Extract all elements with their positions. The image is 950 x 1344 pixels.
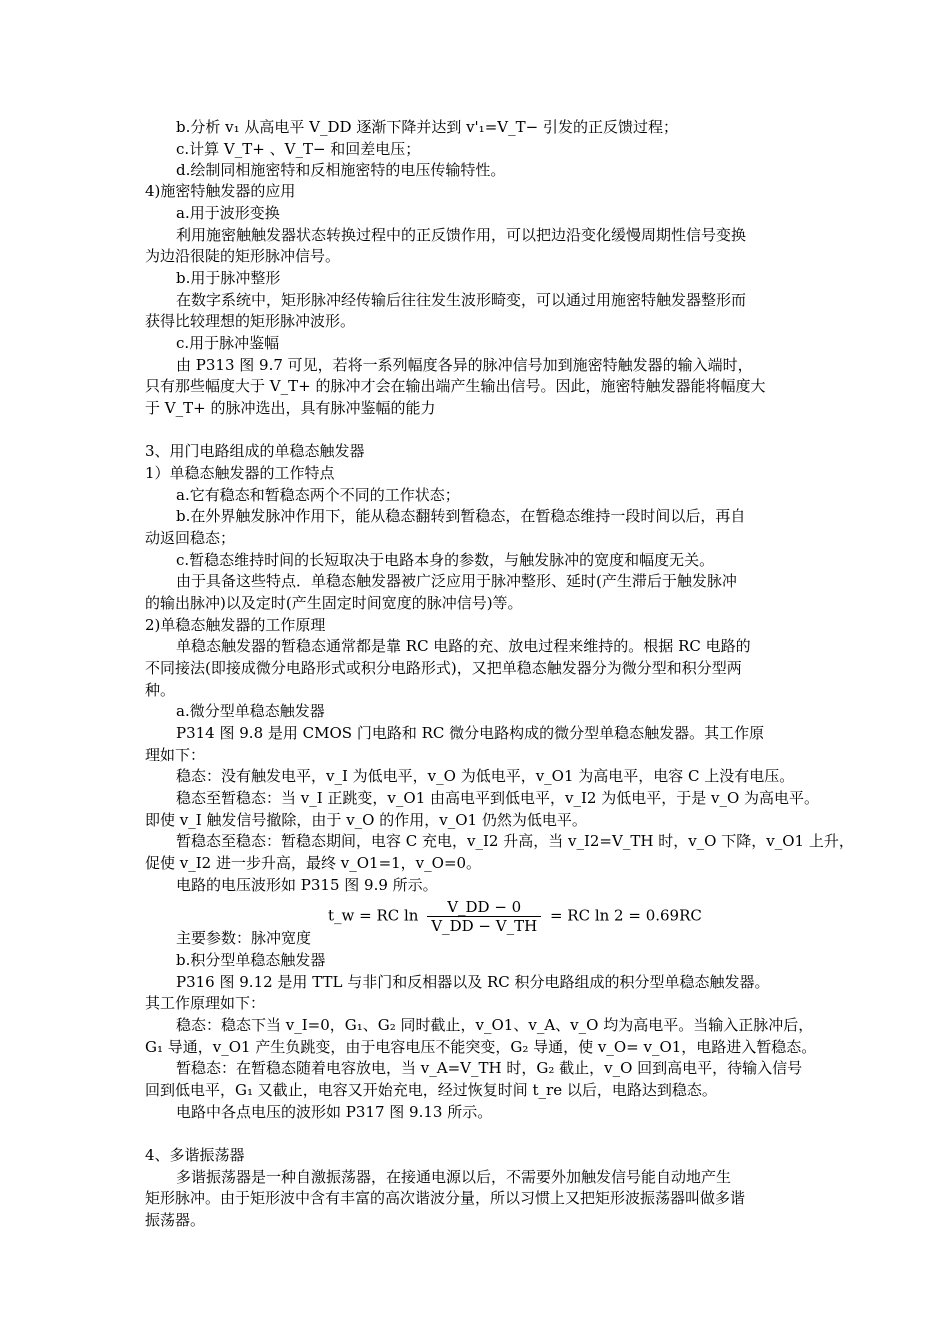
text-line: P314 图 9.8 是用 CMOS 门电路和 RC 微分电路构成的微分型单稳态触发器。其工作原	[176, 724, 765, 742]
text-line: 稳态至暂稳态：当 v_I 正跳变，v_O1 由高电平到低电平，v_I2 为低电平，于是 v_O 为高电平。	[176, 789, 820, 807]
text-line: 电路中各点电压的波形如 P317 图 9.13 所示。	[176, 1103, 493, 1121]
text-line: 在数字系统中，矩形脉冲经传输后往往发生波形畸变，可以通过用施密特触发器整形而	[176, 291, 747, 309]
formula-fraction	[427, 898, 541, 935]
text-line: d.绘制同相施密特和反相施密特的电压传输特性。	[176, 161, 506, 179]
text-line: 利用施密触触发器状态转换过程中的正反馈作用，可以把边沿变化缓慢周期性信号变换	[176, 226, 747, 244]
text-line: b.分析 v₁ 从高电平 V_DD 逐渐下降并达到 v'₁=V_T− 引发的正反馈过程；	[176, 118, 678, 136]
text-line: 矩形脉冲。由于矩形波中含有丰富的高次谐波分量，所以习惯上又把矩形波振荡器叫做多谐	[145, 1189, 746, 1207]
text-line: 即使 v_I 触发信号撤除，由于 v_O 的作用，v_O1 仍然为低电平。	[145, 811, 587, 829]
text-line: 促使 v_I2 进一步升高，最终 v_O1=1，v_O=0。	[145, 854, 482, 872]
text-line: 于 V_T+ 的脉冲选出，具有脉冲鉴幅的能力	[145, 399, 436, 417]
section-heading: 4)施密特触发器的应用	[145, 182, 296, 200]
text-line: a.微分型单稳态触发器	[176, 702, 325, 720]
section-heading: 4、多谐振荡器	[145, 1146, 245, 1164]
text-line: 稳态：没有触发电平，v_I 为低电平，v_O 为低电平，v_O1 为高电平，电容 C 上没有电压。	[176, 767, 795, 785]
section-heading: 1）单稳态触发器的工作特点	[145, 464, 335, 482]
text-line: 不同接法(即接成微分电路形式或积分电路形式)，又把单稳态触发器分为微分型和积分型两	[145, 659, 742, 677]
text-line: 其工作原理如下：	[145, 994, 266, 1012]
text-line: 暂稳态：在暂稳态随着电容放电，当 v_A=V_TH 时，G₂ 截止，v_O 回到高电平，待输入信号	[176, 1059, 803, 1077]
text-line: 由于具备这些特点．单稳态触发器被广泛应用于脉冲整形、延时(产生滞后于触发脉冲	[176, 572, 737, 590]
text-line: 获得比较理想的矩形脉冲波形。	[145, 312, 356, 330]
text-line: 振荡器。	[145, 1211, 206, 1229]
text-line: 稳态：稳态下当 v_I=0，G₁、G₂ 同时截止，v_O1、v_A、v_O 均为高电平。当输入正脉冲后，	[176, 1016, 814, 1034]
text-line: 种。	[145, 681, 176, 699]
text-line: 只有那些幅度大于 V_T+ 的脉冲才会在输出端产生输出信号。因此，施密特触发器能将幅度大	[145, 377, 766, 395]
text-line: 多谐振荡器是一种自激振荡器，在接通电源以后，不需要外加触发信号能自动地产生	[176, 1168, 732, 1186]
formula-lhs: t_w = RC ln	[328, 906, 419, 925]
section-heading: 2)单稳态触发器的工作原理	[145, 616, 326, 634]
formula-numerator: V_DD − 0	[427, 898, 541, 917]
text-line: c.暂稳态维持时间的长短取决于电路本身的参数，与触发脉冲的宽度和幅度无关。	[176, 551, 715, 569]
text-line: c.计算 V_T+ 、V_T− 和回差电压；	[176, 140, 421, 158]
pulse-width-formula	[328, 898, 702, 935]
text-line: G₁ 导通，v_O1 产生负跳变，由于电容电压不能突变，G₂ 导通，使 v_O= v_O1，电路进入暂稳态。	[145, 1038, 817, 1056]
formula-denominator: V_DD − V_TH	[431, 917, 538, 935]
text-line: 动返回稳态；	[145, 529, 236, 547]
text-line: 理如下：	[145, 746, 206, 764]
text-line: 单稳态触发器的暂稳态通常都是靠 RC 电路的充、放电过程来维持的。根据 RC 电路的	[176, 637, 751, 655]
text-line: 的输出脉冲)以及定时(产生固定时间宽度的脉冲信号)等。	[145, 594, 523, 612]
text-line: 电路的电压波形如 P315 图 9.9 所示。	[176, 876, 438, 894]
text-line: a.用于波形变换	[176, 204, 280, 222]
text-line: 回到低电平，G₁ 又截止，电容又开始充电，经过恢复时间 t_re 以后，电路达到稳态。	[145, 1081, 717, 1099]
text-line: a.它有稳态和暂稳态两个不同的工作状态；	[176, 486, 460, 504]
text-line: P316 图 9.12 是用 TTL 与非门和反相器以及 RC 积分电路组成的积分型单稳态触发器。	[176, 973, 770, 991]
text-line: 为边沿很陡的矩形脉冲信号。	[145, 247, 341, 265]
text-line: c.用于脉冲鉴幅	[176, 334, 280, 352]
text-line: 暂稳态至稳态：暂稳态期间，电容 C 充电，v_I2 升高，当 v_I2=V_TH 时，v_O 下降，v_O1 上升，	[176, 832, 854, 850]
text-line: b.用于脉冲整形	[176, 269, 281, 287]
formula-rhs: = RC ln 2 = 0.69RC	[549, 906, 702, 925]
text-line: 主要参数：脉冲宽度	[176, 929, 312, 947]
section-heading: 3、用门电路组成的单稳态触发器	[145, 442, 365, 460]
text-line: b.在外界触发脉冲作用下，能从稳态翻转到暂稳态，在暂稳态维持一段时间以后，再自	[176, 507, 746, 525]
text-line: 由 P313 图 9.7 可见，若将一系列幅度各异的脉冲信号加到施密特触发器的输入端时，	[176, 356, 753, 374]
text-line: b.积分型单稳态触发器	[176, 951, 326, 969]
